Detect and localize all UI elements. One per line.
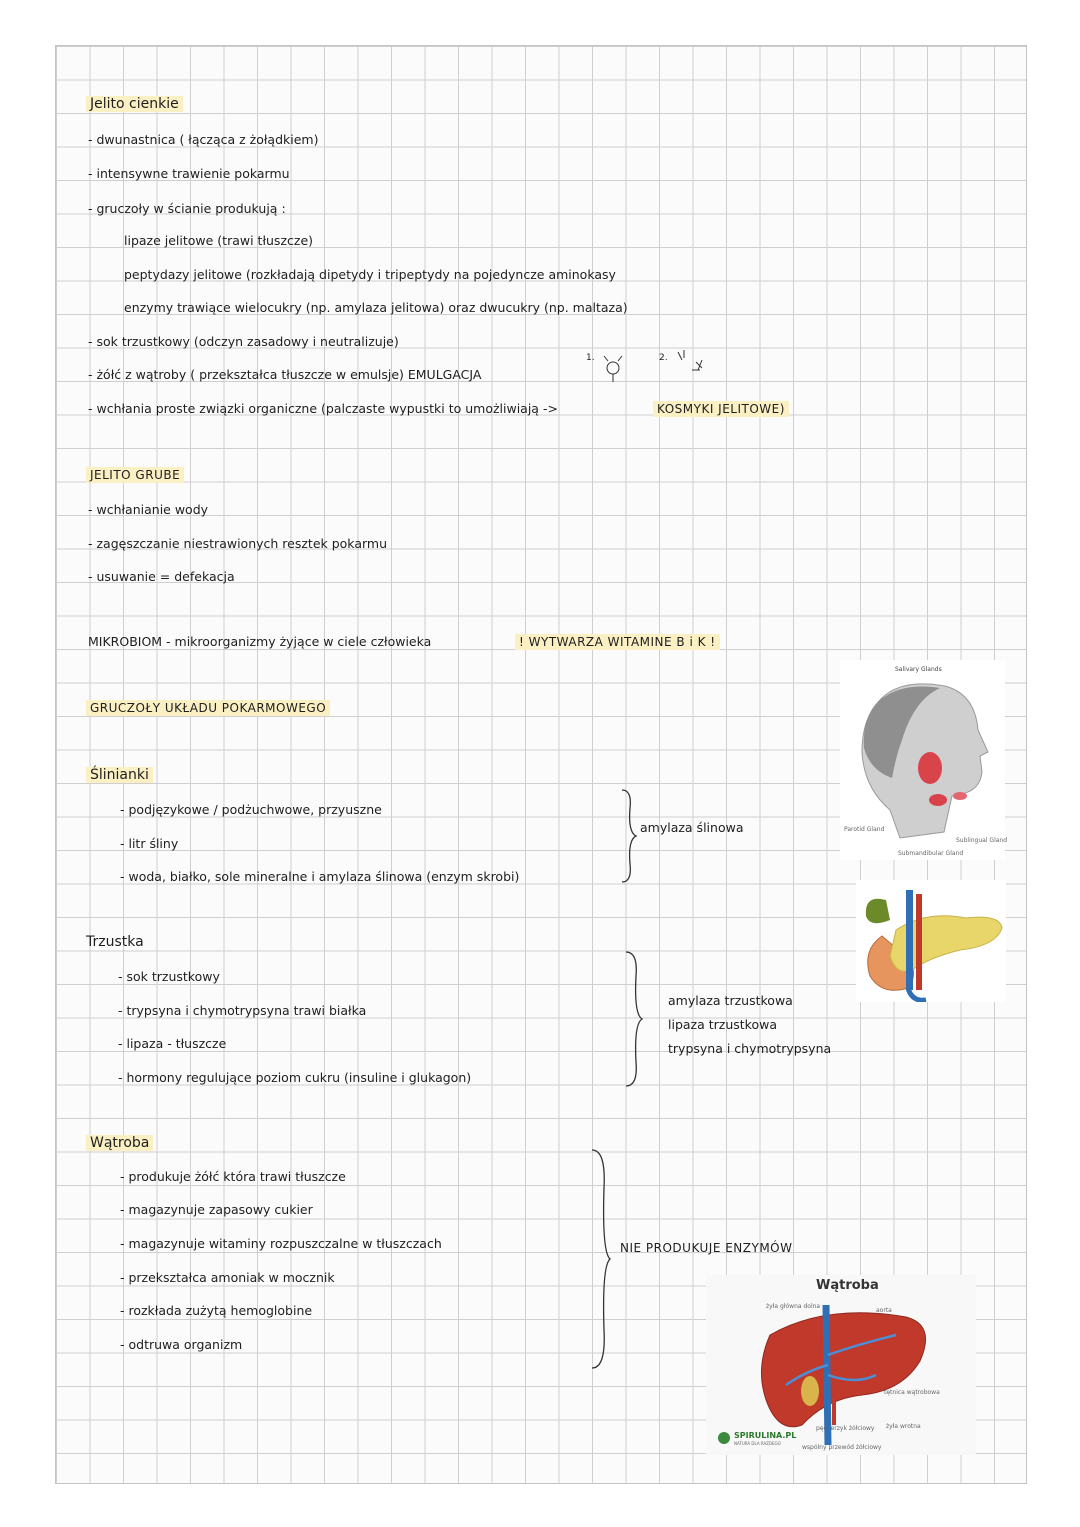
list-item: - lipaza - tłuszcze <box>118 1036 227 1051</box>
list-item: - dwunastnica ( łącząca z żołądkiem) <box>88 132 319 147</box>
list-item: - wchłania proste związki organiczne (palczaste wypustki to umożliwiają -> <box>88 401 558 416</box>
list-item: - produkuje żółć która trawi tłuszcze <box>120 1169 346 1184</box>
curly-brace-icon <box>622 950 646 1088</box>
curly-brace-icon <box>618 788 640 884</box>
figure-label: wspólny przewód żółciowy <box>802 1444 882 1451</box>
list-item: - trypsyna i chymotrypsyna trawi białka <box>118 1003 367 1018</box>
emulsion-sketch-icon <box>672 348 712 378</box>
brand-subtitle: NATURA DLA RAZDEGO <box>734 1441 781 1446</box>
sketch-label: 2. <box>659 353 668 363</box>
microbiome-note: ! WYTWARZA WITAMINE B i K ! <box>515 634 720 650</box>
figure-label: Submandibular Gland <box>898 850 964 857</box>
section-title-pancreas: Trzustka <box>86 934 144 950</box>
figure-title: Wątroba <box>816 1278 879 1293</box>
salivary-summary: amylaza ślinowa <box>640 820 744 835</box>
list-item: - podjęzykowe / podżuchwowe, przyuszne <box>120 802 382 817</box>
list-item: - przekształca amoniak w mocznik <box>120 1270 335 1285</box>
list-item: - woda, białko, sole mineralne i amylaza ślinowa (enzym skrobi) <box>120 869 520 884</box>
section-title-large-intestine: JELITO GRUBE <box>86 467 184 483</box>
sketch-label: 1. <box>586 353 595 363</box>
list-item: - gruczoły w ścianie produkują : <box>88 201 286 216</box>
glands-title: GRUCZOŁY UKŁADU POKARMOWEGO <box>86 700 330 716</box>
list-item: - hormony regulujące poziom cukru (insuline i glukagon) <box>118 1070 472 1085</box>
list-item: - intensywne trawienie pokarmu <box>88 166 290 181</box>
list-item: lipaze jelitowe (trawi tłuszcze) <box>124 233 314 248</box>
figure-title: Salivary Glands <box>895 666 942 673</box>
pancreas-illustration-icon <box>856 880 1006 1002</box>
salivary-glands-figure <box>840 660 1008 860</box>
section-title-liver: Wątroba <box>86 1135 153 1151</box>
list-item: - sok trzustkowy <box>118 969 220 984</box>
list-item: - litr śliny <box>120 836 179 851</box>
list-item: - odtruwa organizm <box>120 1337 243 1352</box>
pancreas-summary: trypsyna i chymotrypsyna <box>668 1041 832 1056</box>
figure-label: żyła wrotna <box>886 1423 921 1430</box>
figure-label: żyła główna dolna <box>766 1303 821 1310</box>
pancreas-summary: lipaza trzustkowa <box>668 1017 777 1032</box>
villi-highlight: KOSMYKI JELITOWE) <box>653 401 789 417</box>
list-item: - magazynuje zapasowy cukier <box>120 1202 313 1217</box>
figure-label: tętnica wątrobowa <box>884 1389 940 1396</box>
microbiome-text: MIKROBIOM - mikroorganizmy żyjące w ciele człowieka <box>88 634 432 649</box>
list-item: - rozkłada zużytą hemoglobine <box>120 1303 313 1318</box>
list-item: - zagęszczanie niestrawionych resztek pokarmu <box>88 536 387 551</box>
figure-label: aorta <box>876 1307 892 1314</box>
figure-label: pęcherzyk żółciowy <box>816 1425 875 1432</box>
list-item: - wchłanianie wody <box>88 502 209 517</box>
brand-logo: SPIRULINA.PL <box>734 1431 797 1440</box>
curly-brace-icon <box>588 1148 614 1370</box>
list-item: - usuwanie = defekacja <box>88 569 235 584</box>
fat-droplet-sketch-icon <box>598 348 628 384</box>
section-title-small-intestine: Jelito cienkie <box>86 96 183 112</box>
liver-figure <box>706 1275 976 1455</box>
list-item: - magazynuje witaminy rozpuszczalne w tłuszczach <box>120 1236 442 1251</box>
pancreas-summary: amylaza trzustkowa <box>668 993 793 1008</box>
list-item: - sok trzustkowy (odczyn zasadowy i neutralizuje) <box>88 334 399 349</box>
figure-label: Parotid Gland <box>844 826 885 833</box>
liver-summary: NIE PRODUKUJE ENZYMÓW <box>620 1241 793 1255</box>
list-item: enzymy trawiące wielocukry (np. amylaza jelitowa) oraz dwucukry (np. maltaza) <box>124 300 628 315</box>
section-title-salivary: Ślinianki <box>86 767 153 783</box>
list-item: - żółć z wątroby ( przekształca tłuszcze w emulsje) EMULGACJA <box>88 367 482 382</box>
list-item: peptydazy jelitowe (rozkładają dipetydy i tripeptydy na pojedyncze aminokasy <box>124 267 616 282</box>
figure-label: Sublingual Gland <box>956 837 1008 844</box>
